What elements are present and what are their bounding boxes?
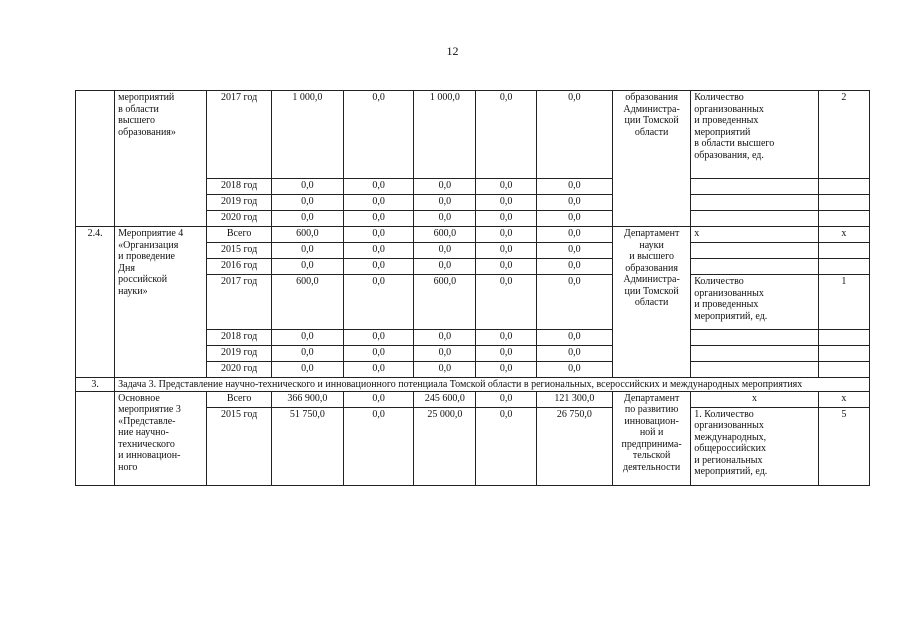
total-cell: 0,0 [271,179,343,195]
municipal-cell: 0,0 [476,407,536,485]
year-cell: 2016 год [207,259,271,275]
regional-cell: 0,0 [414,243,476,259]
federal-cell: 0,0 [343,195,413,211]
municipal-cell: 0,0 [476,275,536,330]
year-cell: Всего [207,227,271,243]
indicator-cell [691,195,818,211]
total-cell: 0,0 [271,211,343,227]
year-cell: 2017 год [207,91,271,179]
federal-cell: 0,0 [343,179,413,195]
municipal-cell: 0,0 [476,195,536,211]
regional-cell: 0,0 [414,362,476,378]
indicator-value-cell [818,211,869,227]
regional-cell: 0,0 [414,259,476,275]
municipal-cell: 0,0 [476,227,536,243]
municipal-cell: 0,0 [476,346,536,362]
task-title-cell: Задача 3. Представление научно-технического и инновационного потенциала Томской области в региональных, всероссийских и международных мероприятиях [115,378,870,392]
total-cell: 1 000,0 [271,91,343,179]
indicator-cell [691,330,818,346]
indicator-value-cell: 2 [818,91,869,179]
indicator-cell [691,362,818,378]
regional-cell: 0,0 [414,179,476,195]
total-cell: 600,0 [271,227,343,243]
year-cell: Всего [207,391,271,407]
total-cell: 0,0 [271,362,343,378]
federal-cell: 0,0 [343,211,413,227]
indicator-value-cell [818,362,869,378]
extrabudget-cell: 0,0 [536,330,612,346]
regional-cell: 25 000,0 [414,407,476,485]
indicator-value-cell: 5 [818,407,869,485]
indicator-value-cell [818,330,869,346]
federal-cell: 0,0 [343,243,413,259]
table-row [76,391,870,407]
year-cell: 2017 год [207,275,271,330]
year-cell: 2018 год [207,330,271,346]
indicator-cell: Количество организованных и проведенных мероприятий в области высшего образования, ед. [691,91,818,179]
year-cell: 2019 год [207,346,271,362]
regional-cell: 245 600,0 [414,391,476,407]
extrabudget-cell: 0,0 [536,91,612,179]
year-cell: 2018 год [207,179,271,195]
executor-cell: Департамент по развитию инновацион- ной и предпринима- тельской деятельности [612,391,690,485]
extrabudget-cell: 0,0 [536,179,612,195]
total-cell: 600,0 [271,275,343,330]
municipal-cell: 0,0 [476,362,536,378]
regional-cell: 1 000,0 [414,91,476,179]
municipal-cell: 0,0 [476,330,536,346]
extrabudget-cell: 0,0 [536,211,612,227]
indicator-cell [691,243,818,259]
indicator-cell: Количество организованных и проведенных мероприятий, ед. [691,275,818,330]
table-row [76,378,870,392]
federal-cell: 0,0 [343,227,413,243]
page-number: 12 [446,44,459,58]
regional-cell: 0,0 [414,211,476,227]
federal-cell: 0,0 [343,391,413,407]
regional-cell: 0,0 [414,330,476,346]
row-number-cell: 2.4. [76,227,115,378]
year-cell: 2015 год [207,243,271,259]
extrabudget-cell: 0,0 [536,243,612,259]
year-cell: 2015 год [207,407,271,485]
municipal-cell: 0,0 [476,179,536,195]
event-name-cell: мероприятий в области высшего образования» [115,91,207,227]
indicator-value-cell [818,243,869,259]
indicator-value-cell [818,259,869,275]
extrabudget-cell: 0,0 [536,362,612,378]
municipal-cell: 0,0 [476,91,536,179]
extrabudget-cell: 0,0 [536,227,612,243]
total-cell: 0,0 [271,195,343,211]
federal-cell: 0,0 [343,362,413,378]
total-cell: 0,0 [271,346,343,362]
executor-cell: Департамент науки и высшего образования Администра- ции Томской области [612,227,690,378]
municipal-cell: 0,0 [476,391,536,407]
regional-cell: 0,0 [414,346,476,362]
indicator-value-cell: 1 [818,275,869,330]
indicator-cell [691,259,818,275]
federal-cell: 0,0 [343,91,413,179]
federal-cell: 0,0 [343,346,413,362]
total-cell: 0,0 [271,330,343,346]
row-number-cell: 3. [76,378,115,392]
program-table [75,90,870,486]
indicator-cell [691,179,818,195]
total-cell: 366 900,0 [271,391,343,407]
indicator-value-cell [818,195,869,211]
executor-cell: образования Администра- ции Томской области [612,91,690,227]
indicator-cell: х [691,391,818,407]
regional-cell: 600,0 [414,275,476,330]
event-name-cell: Мероприятие 4 «Организация и проведение Дня российской науки» [115,227,207,378]
regional-cell: 0,0 [414,195,476,211]
federal-cell: 0,0 [343,407,413,485]
indicator-cell [691,211,818,227]
extrabudget-cell: 0,0 [536,195,612,211]
indicator-value-cell: х [818,227,869,243]
total-cell: 0,0 [271,259,343,275]
extrabudget-cell: 0,0 [536,259,612,275]
extrabudget-cell: 26 750,0 [536,407,612,485]
indicator-cell: х [691,227,818,243]
municipal-cell: 0,0 [476,211,536,227]
indicator-value-cell [818,346,869,362]
indicator-value-cell: х [818,391,869,407]
year-cell: 2019 год [207,195,271,211]
total-cell: 0,0 [271,243,343,259]
federal-cell: 0,0 [343,330,413,346]
table-row [76,227,870,243]
regional-cell: 600,0 [414,227,476,243]
extrabudget-cell: 0,0 [536,275,612,330]
extrabudget-cell: 121 300,0 [536,391,612,407]
table-row [76,91,870,179]
year-cell: 2020 год [207,362,271,378]
extrabudget-cell: 0,0 [536,346,612,362]
federal-cell: 0,0 [343,259,413,275]
event-name-cell: Основное мероприятие 3 «Представле- ние научно- технического и инновацион- ного [115,391,207,485]
row-number-cell [76,91,115,227]
federal-cell: 0,0 [343,275,413,330]
year-cell: 2020 год [207,211,271,227]
indicator-cell [691,346,818,362]
indicator-cell: 1. Количество организованных международных, общероссийских и региональных мероприятий, ед. [691,407,818,485]
municipal-cell: 0,0 [476,259,536,275]
row-number-cell [76,391,115,485]
municipal-cell: 0,0 [476,243,536,259]
indicator-value-cell [818,179,869,195]
total-cell: 51 750,0 [271,407,343,485]
